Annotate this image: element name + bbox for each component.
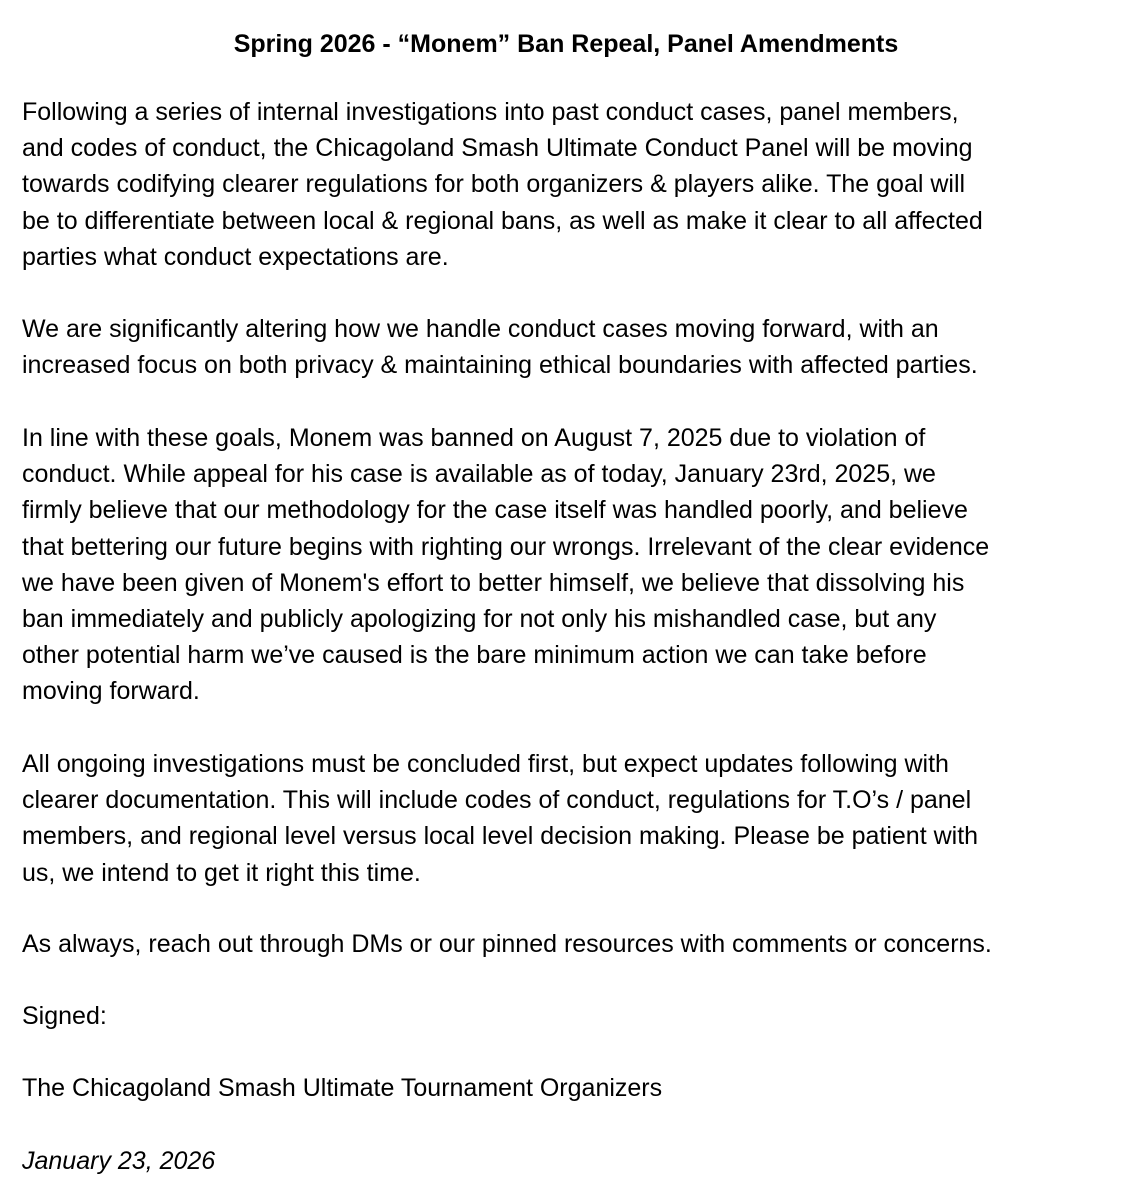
text-line: be to differentiate between local & regional bans, as well as make it clear to all affected [22, 206, 983, 235]
text-line: and codes of conduct, the Chicagoland Smash Ultimate Conduct Panel will be moving [22, 134, 973, 163]
paragraph-contact [22, 926, 1110, 962]
signatory [22, 1070, 1110, 1106]
text-line: that bettering our future begins with righting our wrongs. Irrelevant of the clear evidence [22, 532, 990, 561]
text-line: ban immediately and publicly apologizing for not only his mishandled case, but any [22, 605, 937, 634]
text-line: Following a series of internal investigations into past conduct cases, panel members, [22, 98, 959, 126]
text-line: January 23, 2026 [22, 1147, 216, 1175]
text-line: The Chicagoland Smash Ultimate Tournament Organizers [22, 1074, 663, 1102]
text-line: All ongoing investigations must be concluded first, but expect updates following with [22, 750, 949, 778]
text-line: towards codifying clearer regulations for both organizers & players alike. The goal will [22, 170, 966, 199]
text-line: parties what conduct expectations are. [22, 242, 449, 271]
paragraph-investigations [22, 94, 1110, 275]
text-line: increased focus on both privacy & maintaining ethical boundaries with affected parties. [22, 351, 978, 380]
text-line: members, and regional level versus local level decision making. Please be patient with [22, 822, 979, 851]
text-line: In line with these goals, Monem was banned on August 7, 2025 due to violation of [22, 424, 926, 452]
text-line: We are significantly altering how we handle conduct cases moving forward, with an [22, 315, 939, 343]
paragraph-ban-repeal [22, 420, 1110, 710]
paragraph-ongoing-investigations [22, 746, 1110, 891]
document-date [22, 1143, 1110, 1179]
paragraph-policy-changes [22, 311, 1110, 383]
page-title: Spring 2026 - “Monem” Ban Repeal, Panel Amendments [233, 30, 899, 58]
text-line: firmly believe that our methodology for the case itself was handled poorly, and believe [22, 496, 968, 525]
text-line: moving forward. [22, 677, 200, 706]
text-line: us, we intend to get it right this time. [22, 858, 421, 887]
text-line: we have been given of Monem's effort to better himself, we believe that dissolving his [22, 568, 965, 597]
text-line: As always, reach out through DMs or our pinned resources with comments or concerns. [22, 930, 992, 958]
signed-label [22, 998, 1110, 1034]
text-line: conduct. While appeal for his case is available as of today, January 23rd, 2025, we [22, 460, 936, 489]
text-line: clearer documentation. This will include codes of conduct, regulations for T.O’s / panel [22, 786, 972, 815]
text-line: other potential harm we’ve caused is the bare minimum action we can take before [22, 641, 927, 670]
text-line: Signed: [22, 1002, 107, 1030]
